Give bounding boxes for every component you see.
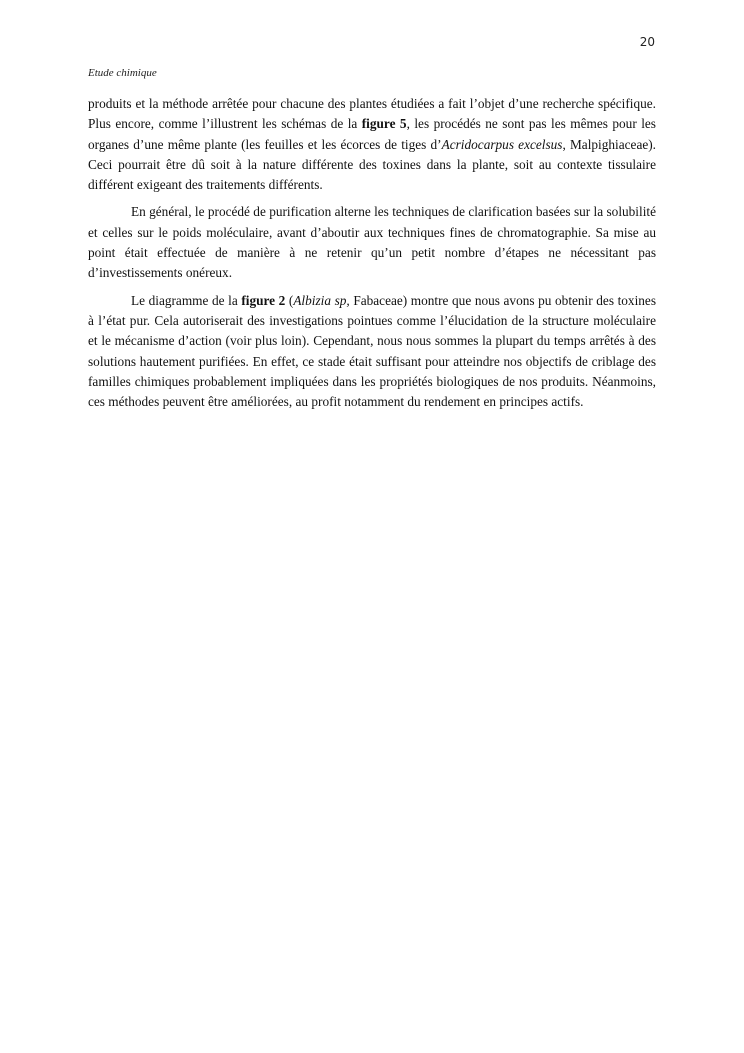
paragraph-3 <box>88 291 656 413</box>
text-run: , les procédés ne sont pas les mêmes pour les organes d’une même plante (les feuilles et les écorces de tiges d’ <box>88 116 656 152</box>
text-run: , Malpighiaceae). Ceci pourrait être dû soit à la nature différente des toxines dans la plante, soit au contexte tissulaire différent exigeant des traitements différents. <box>88 136 656 193</box>
figure-reference: figure 5 <box>361 116 407 132</box>
body-text <box>88 94 656 419</box>
species-name: Albizia sp, <box>293 292 350 308</box>
species-name: Acridocarpus excelsus <box>441 136 563 152</box>
paragraph-1 <box>88 94 656 195</box>
running-header: Etude chimique <box>88 67 157 79</box>
text-run: Le diagramme de la <box>131 292 242 308</box>
paragraph-2: En général, le procédé de purification alterne les techniques de clarification basées sur la solubilité et celles sur le poids moléculaire, avant d’aboutir aux techniques fines de chromatographie. Sa mise au point était effectuée de manière à ne retenir qu’un petit nombre d’étapes ne nécessitant pas d’investissements onéreux. <box>88 204 656 281</box>
text-run: ( <box>285 292 294 308</box>
text-run: Fabaceae) montre que nous avons pu obtenir des toxines à l’état pur. Cela autoriserait des investigations pointues comme l’élucidation de la structure moléculaire et le mécanisme d’action (voir plus loin). Cependant, nous nous sommes la plupart du temps arrêtés à des solutions hautement purifiées. En effet, ce stade était suffisant pour atteindre nos objectifs de criblage des familles chimiques probablement impliquées dans les propriétés biologiques de nos produits. Néanmoins, ces méthodes peuvent être améliorées, au profit notamment du rendement en principes actifs. <box>88 292 656 410</box>
text-run: produits et la méthode arrêtée pour chacune des plantes étudiées a fait l’objet d’une recherche spécifique. Plus encore, comme l’illustrent les schémas de la <box>88 96 656 132</box>
page-number: 20 <box>639 35 655 49</box>
figure-reference: figure 2 <box>241 292 286 308</box>
